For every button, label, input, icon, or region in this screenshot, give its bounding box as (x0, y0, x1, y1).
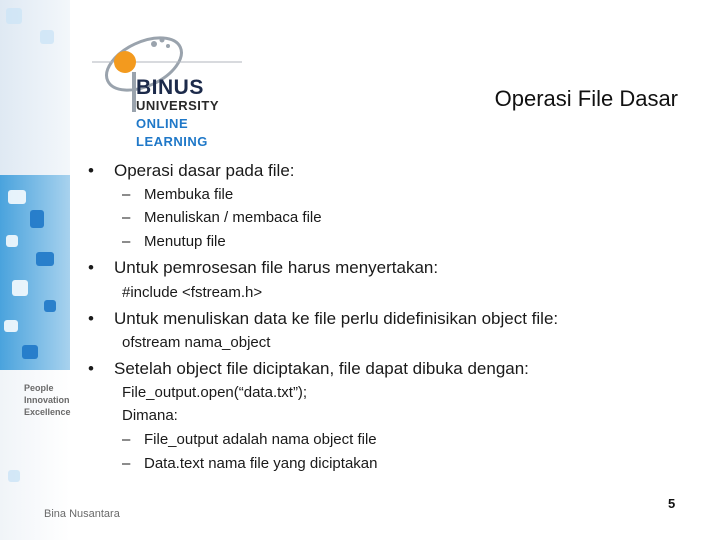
slide-title: Operasi File Dasar (494, 86, 678, 111)
page-number: 5 (668, 496, 676, 511)
logo-text-online: ONLINE (136, 116, 189, 131)
bullet-dot-icon: • (88, 309, 94, 328)
sub-bullet: – Membuka file (122, 186, 234, 203)
ofstream-line: ofstream nama_object (122, 334, 271, 351)
sub-bullet: – Menuliskan / membaca file (122, 209, 322, 226)
bullet-1: • Operasi dasar pada file: (88, 161, 295, 180)
sub-bullet: – Data.text nama file yang diciptakan (122, 455, 378, 472)
footer-text: Bina Nusantara (44, 508, 120, 520)
sub-bullet: – File_output adalah nama object file (122, 431, 377, 448)
bullet-dot-icon: • (88, 258, 94, 277)
bullet-2: • Untuk pemrosesan file harus menyertakan: (88, 258, 439, 277)
sub-bullet: – Menutup file (122, 233, 226, 250)
bullet-3: • Untuk menuliskan data ke file perlu didefinisikan object file: (88, 309, 559, 328)
decorative-side-strip (0, 0, 70, 540)
bullet-dot-icon: • (88, 161, 94, 180)
dimana-label: Dimana: (122, 407, 178, 424)
include-line: #include <fstream.h> (122, 284, 263, 301)
bullet-4: • Setelah object file diciptakan, file dapat dibuka dengan: (88, 359, 529, 378)
open-call-line: File_output.open(“data.txt”); (122, 384, 308, 401)
logo-text-binus: BINUS (136, 76, 204, 99)
bullet-dot-icon: • (88, 359, 94, 378)
logo-text-university: UNIVERSITY (136, 98, 220, 113)
tagline: People Innovation Excellence (24, 383, 71, 417)
logo-text-learning: LEARNING (136, 134, 208, 149)
